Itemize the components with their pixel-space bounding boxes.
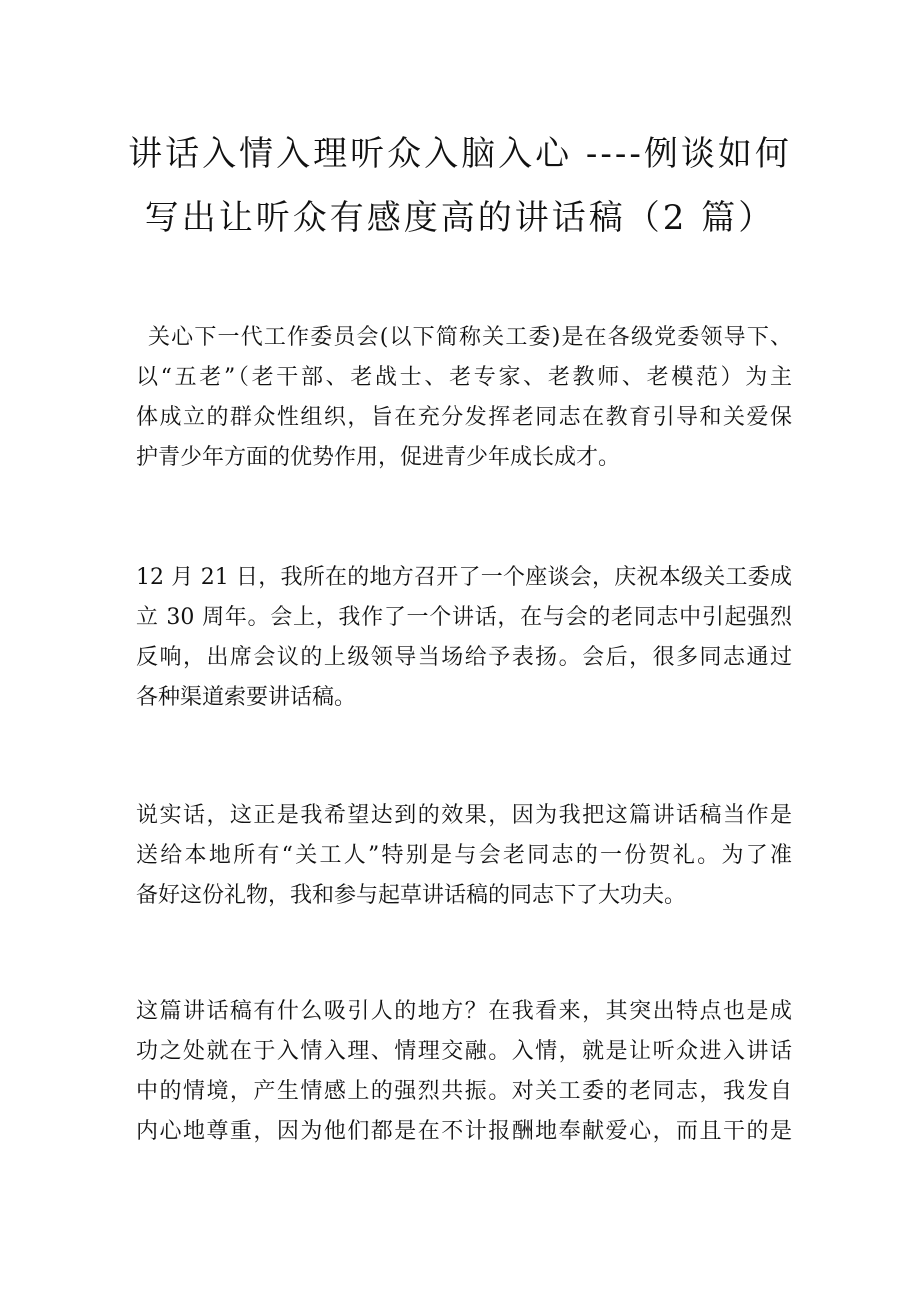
document-title [60,122,860,250]
paragraph-line: 关心下一代工作委员会(以下简称关工委)是在各级党委领导下、 [148,325,792,350]
paragraph-line: 送给本地所有“关工人”特别是与会老同志的一份贺礼。为了准 [136,843,792,868]
paragraph-line: 各种渠道索要讲话稿。 [136,685,357,710]
paragraph-line: 立 30 周年。会上，我作了一个讲话，在与会的老同志中引起强烈 [136,605,792,630]
title-line-1: 讲话入情入理听众入脑入心 ----例谈如何 [128,134,792,174]
paragraph-line: 护青少年方面的优势作用，促进青少年成长成才。 [136,445,621,470]
paragraph-meeting [136,558,792,718]
paragraph-line: 功之处就在于入情入理、情理交融。入情，就是让听众进入讲话 [136,1039,792,1064]
paragraph-line: 体成立的群众性组织，旨在充分发挥老同志在教育引导和关爱保 [136,405,792,430]
paragraph-line: 中的情境，产生情感上的强烈共振。对关工委的老同志，我发自 [136,1079,792,1104]
paragraph-line: 反响，出席会议的上级领导当场给予表扬。会后，很多同志通过 [136,645,792,670]
paragraph-line: 12 月 21 日，我所在的地方召开了一个座谈会，庆祝本级关工委成 [136,565,792,590]
paragraph-line: 说实话，这正是我希望达到的效果，因为我把这篇讲话稿当作是 [136,803,792,828]
paragraph-line: 内心地尊重，因为他们都是在不计报酬地奉献爱心，而且干的是 [136,1119,792,1144]
paragraph-line: 备好这份礼物，我和参与起草讲话稿的同志下了大功夫。 [136,883,687,908]
paragraph-intro [136,318,792,478]
paragraph-analysis [136,992,792,1152]
paragraph-line: 以“五老”（老干部、老战士、老专家、老教师、老模范）为主 [136,365,792,390]
paragraph-line: 这篇讲话稿有什么吸引人的地方？在我看来，其突出特点也是成 [136,999,792,1024]
paragraph-gift [136,796,792,916]
title-line-2: 写出让听众有感度高的讲话稿（2 篇） [144,198,776,238]
